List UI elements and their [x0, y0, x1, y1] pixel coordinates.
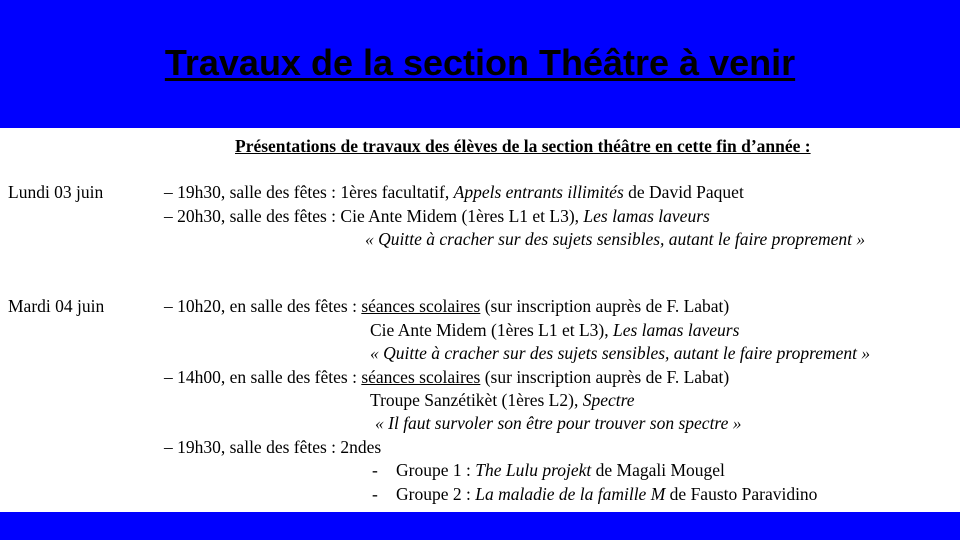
quote — [370, 342, 870, 364]
schedule-entry: – 19h30, salle des fêtes : 2ndes — [164, 437, 382, 457]
quote-text: « Quitte à cracher sur des sujets sensibles, autant le faire proprement » — [365, 229, 866, 249]
play-title: Les lamas laveurs — [613, 320, 740, 340]
entry-text: – 14h00, en salle des fêtes : — [164, 367, 362, 387]
entry-text: – 19h30, salle des fêtes : 1ères facultatif, — [164, 182, 454, 202]
group-entry — [396, 459, 725, 481]
schedule-entry — [164, 366, 729, 388]
entry-text: de Fausto Paravidino — [665, 484, 818, 504]
underlined-text: séances scolaires — [361, 367, 481, 387]
play-title: Spectre — [582, 390, 635, 410]
slide-title: Travaux de la section Théâtre à venir — [164, 42, 796, 83]
quote-text: « Quitte à cracher sur des sujets sensibles, autant le faire proprement » — [370, 343, 871, 363]
quote — [375, 412, 741, 434]
play-title: The Lulu projekt — [475, 460, 592, 480]
day-label-monday: Lundi 03 juin — [8, 182, 104, 202]
quote-text: « Il faut survoler son être pour trouver son spectre » — [375, 413, 742, 433]
entry-text: Troupe Sanzétikèt (1ères L2), — [370, 390, 583, 410]
schedule-entry — [370, 319, 739, 341]
play-title: La maladie de la famille M — [475, 484, 666, 504]
play-title: Appels entrants illimités — [453, 182, 624, 202]
entry-text: Groupe 2 : — [396, 484, 476, 504]
entry-text: – 20h30, salle des fêtes : Cie Ante Midem (1ères L1 et L3), — [164, 206, 584, 226]
group-entry — [396, 483, 817, 505]
entry-text: – 10h20, en salle des fêtes : — [164, 296, 362, 316]
entry-text: Cie Ante Midem (1ères L1 et L3), — [370, 320, 613, 340]
section-heading: Présentations de travaux des élèves de la section théâtre en cette fin d’année : — [235, 136, 811, 156]
entry-text: de David Paquet — [623, 182, 744, 202]
day-label-tuesday: Mardi 04 juin — [8, 296, 105, 316]
entry-text: (sur inscription auprès de F. Labat) — [480, 296, 730, 316]
schedule-entry — [370, 389, 635, 411]
schedule-entry — [164, 181, 744, 203]
schedule-entry — [164, 295, 729, 317]
slide-content — [0, 128, 960, 512]
entry-text: (sur inscription auprès de F. Labat) — [480, 367, 730, 387]
schedule-entry — [164, 205, 710, 227]
underlined-text: séances scolaires — [361, 296, 481, 316]
list-bullet: - — [372, 460, 378, 480]
footer-band — [0, 512, 960, 540]
entry-text: de Magali Mougel — [591, 460, 725, 480]
play-title: Les lamas laveurs — [583, 206, 710, 226]
list-bullet: - — [372, 484, 378, 504]
quote — [365, 228, 865, 250]
entry-text: Groupe 1 : — [396, 460, 476, 480]
